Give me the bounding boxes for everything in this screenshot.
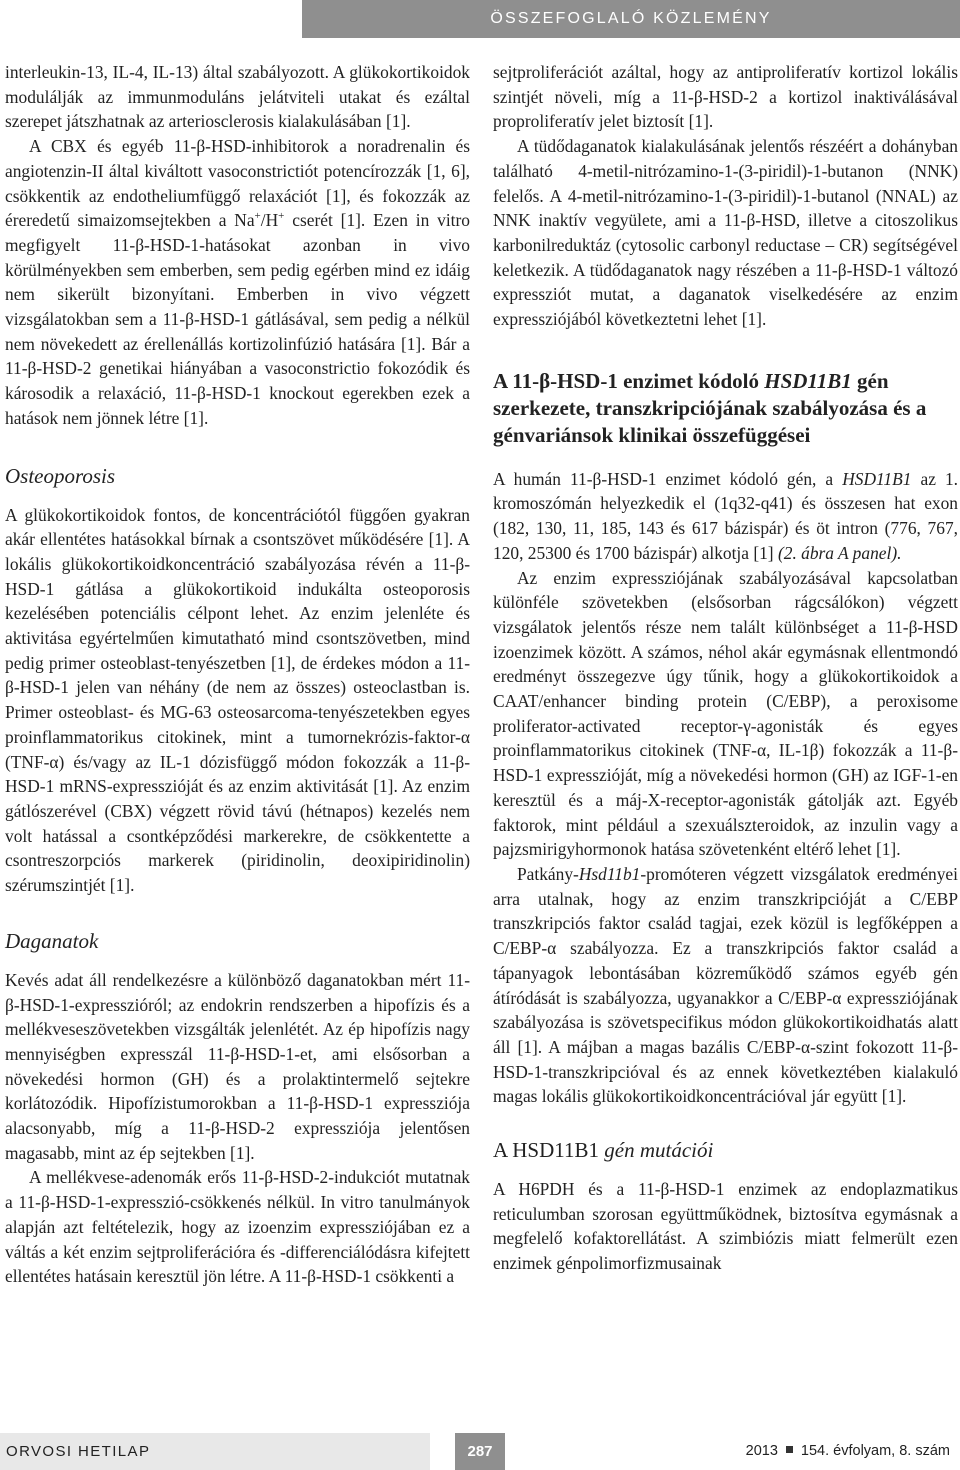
section-heading-osteoporosis: Osteoporosis (5, 463, 116, 488)
paragraph: Az enzim expressziójának szabályozásával kapcsolatban különféle szövetekben (elsősorban rágcsálókon) végzett vizsgálatok jelentős része nem talált különbséget a 11-β-HSD izoenzimek között. A számos, néhol akár egymásnak ellentmondó eredményt összegezve úgy tűnik, hogy a glükokortikoidok a CAAT/enhancer binding protein (C/EBP), a peroxisome proliferator-activated receptor-γ-agonisták és egyes proinflammatorikus citokinek (TNF-α, IL-1β) fokozzák a 11-β-HSD-1 expresszióját, míg a növekedési hormon (GH) az IGF-1-en keresztül és a máj-X-receptor-agonisták gátolják azt. Egyéb faktorok, mint például a szexuálszteroidok, az inzulin vagy a pajzsmirigyhormonok hatása szövetenként eltérő lehet [1]. (493, 567, 958, 860)
paragraph: A tüdődaganatok kialakulásának jelentős részéért a dohányban található 4-metil-nitrózamino-1-(3-piridil)-1-butanon (NNK) felelős. A 4-metil-nitrózamino-1-(3-piridil)-1-butanol (NNAL) az NNK inaktív vegyülete, ami a 11-β-HSD, illetve a citoszolikus karbonilreduktáz (cytosolic carbonyl reductase – CR) segítségével keletkezik. A tüdődaganatok nagy részében a 11-β-HSD-1 változó expressziót mutat, a daganatok viselkedésére az enzim expressziójából következtetni lehet [1]. (493, 136, 958, 330)
paragraph: Kevés adat áll rendelkezésre a különböző daganatokban mért 11-β-HSD-1-expresszióról; az endokrin rendszerben a hipofízis és a mellékveseszövetekben vizsgálták jelenlétét. Az ép hipofízis nagy mennyiségben expresszál 11-β-HSD-1-et, ami elsősorban a növekedési hormon (GH) és a prolaktintermelő sejtekre korlátozódik. Hipofízistumorokban a 11-β-HSD-1 expressziója alacsonyabb, míg a 11-β-HSD-2 expressziója jelentősen magasabb, mint az ép sejtekben [1]. (5, 969, 470, 1163)
paragraph: A CBX és egyéb 11-β-HSD-inhibitorok a noradrenalin és angiotenzin-II által kiváltott vasoconstrictiót potencírozzák [1, 6], csökkentik az endotheliumfüggő relaxációt [1], és fokozzák az éreredetű simaizomsejtekben a Na+/H+ cserét [1]. Ezen in vitro megfigyelt 11-β-HSD-1-hatásokat azonban in vivo körülményekben sem emberben, sem pedig egérben mind ez idáig nem sikerült bizonyítani. Emberben in vivo végzett vizsgálatokban sem a 11-β-HSD-1 gátlásával, sem pedig a nélkül nem növekedett az érellenállás kortizolinfúzió hatására [1]. Bár a 11-β-HSD-2 genetikai hiányában a vasoconstrictio fokozódik és károsodik a relaxáció, 11-β-HSD-1 knockout egerekben ezek a hatások nem jönnek létre [1]. (5, 136, 470, 428)
section-heading-mutations: A HSD11B1 gén mutációi (493, 1138, 714, 1163)
paragraph: A humán 11-β-HSD-1 enzimet kódoló gén, a HSD11B1 az 1. kromoszómán helyezkedik el (1q32-q41) és összesen hat exon (182, 130, 11, 185, 143 és 617 bázispár) és öt intron (776, 767, 120, 25300 és 1700 bázispár) alkotja [1] (2. ábra A panel). (493, 468, 958, 563)
paragraph: A H6PDH és a 11-β-HSD-1 enzimek az endoplazmatikus reticulumban szorosan együttműködnek, biztosítva egymásnak a megfelelő kofaktorellátást. A szimbiózis miatt felmerült ezen enzimek génpolimorfizmusainak (493, 1179, 958, 1274)
issue-info (746, 1433, 950, 1470)
section-heading-daganatok: Daganatok (5, 928, 99, 953)
volume-issue: 154. évfolyam, 8. szám (800, 1443, 950, 1459)
paragraph: A glükokortikoidok fontos, de koncentrációtól függően gyakran akár ellentétes hatásokkal bírnak a csontszövet működésére [1]. A lokális glükokortikoidkoncentráció szabályozása révén a 11-β-HSD-1 gátlása a glükokortikoid indukálta osteoporosis kezelésében potenciális célpont lehet. Az enzim jelenléte és aktivitása egyértelműen kimutatható mind csontszövetben, mind pedig primer osteoblast-tenyészetben [1], de érdekes módon a 11-β-HSD-1 jelen van néhány (de nem az összes) osteoclastban is. Primer osteoblast- és MG-63 osteosarcoma-tenyészetekben egyes proinflammatorikus citokinek, mint a tumornekrózis-faktor-α (TNF-α) és/vagy az IL-1 dózisfüggő módon fokozzák a 11-β-HSD-1 mRNS-expresszióját és az enzim aktivitását [1]. Az enzim gátlószerével (CBX) végzett rövid távú (hétnapos) kezelés nem volt hatással a csontképződési markerekre, de csökkentette a csontreszorpciós markerek (piridinolin, deoxipiridinolin) szérumszintjét [1]. (5, 504, 470, 896)
header-blank (0, 0, 302, 38)
page-header (0, 0, 960, 38)
header-label: ÖSSZEFOGLALÓ KÖZLEMÉNY (302, 0, 960, 38)
page-footer (0, 1433, 960, 1470)
paragraph: A mellékvese-adenomák erős 11-β-HSD-2-indukciót mutatnak a 11-β-HSD-1-expresszió-csökkenés nélkül. In vitro tanulmányok alapján azt feltételezik, hogy az izoenzim expressziójában ez a váltás a két enzim sejtproliferációra és -differenciálódásra kifejtett ellentétes hatásain keresztül jön létre. A 11-β-HSD-1 csökkenti a (5, 1167, 470, 1287)
journal-name: ORVOSI HETILAP (0, 1433, 430, 1470)
year: 2013 (745, 1443, 778, 1459)
section-heading-gene-structure: A 11-β-HSD-1 enzimet kódoló HSD11B1 gén szerkezete, transzkripciójának szabályozása és a génvariánsok klinikai összefüggései (493, 368, 927, 447)
paragraph: sejtproliferációt azáltal, hogy az antiproliferatív kortizol lokális szintjét növeli, míg a 11-β-HSD-2 a kortizol inaktiválásával proproliferatív jelet biztosít [1]. (493, 62, 958, 132)
paragraph: interleukin-13, IL-4, IL-13) által szabályozott. A glükokortikoidok modulálják az immunmoduláns jelátviteli utakat és ezáltal szerepet játszhatnak az arteriosclerosis kialakulásában [1]. (5, 62, 470, 132)
square-bullet-icon (786, 1446, 793, 1453)
page-number: 287 (455, 1433, 505, 1470)
left-column (5, 60, 470, 1289)
paragraph: Patkány-Hsd11b1-promóteren végzett vizsgálatok eredményei arra utalnak, hogy az enzim transzkripcióját a C/EBP transzkripciós faktor család tagjai, ezek közül is legfőképpen a C/EBP-α szabályozza. Ez a transzkripciós faktor család a tápanyagok lebontásában közreműködő számos egyéb gén átíródását is szabályozza, ugyanakkor a C/EBP-α expressziójának szabályozása is szövetspecifikus módon glükokortikoidhatás alatt áll [1]. A májban a magas bazális C/EBP-α-szint fokozott 11-β-HSD-1-transzkripcióval és az ennek következtében kialakuló magas lokális glükokortikoidkoncentrációval jár együtt [1]. (493, 863, 958, 1107)
right-column (493, 60, 958, 1276)
